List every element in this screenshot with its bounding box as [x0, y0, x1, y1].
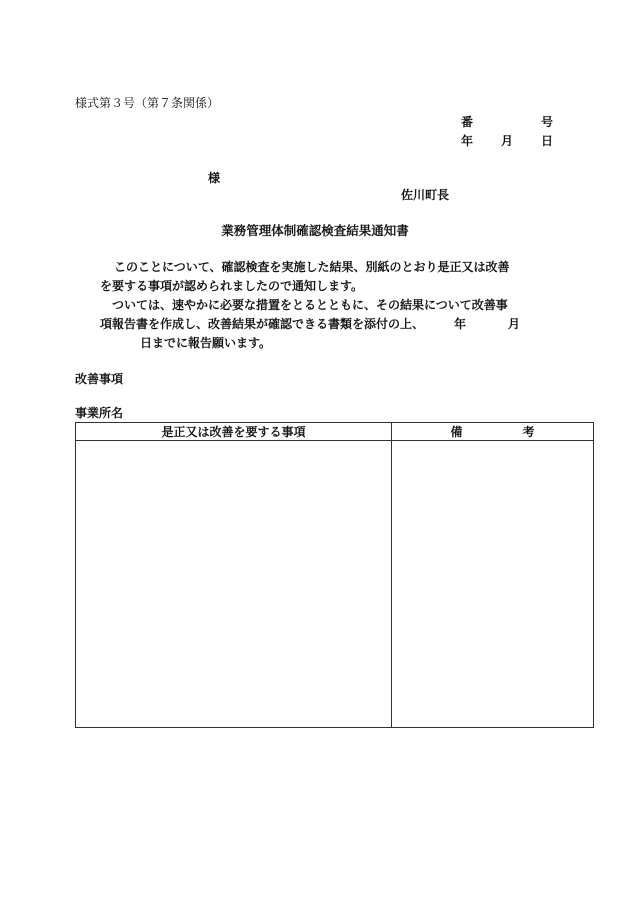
number-suffix-label: 号	[541, 115, 554, 129]
addressee: 様	[208, 171, 221, 185]
table-header-remarks-b: 考	[522, 425, 535, 439]
body-line-2: を要する事項が認められましたので通知します。	[100, 279, 364, 293]
body-line-1: このことについて、確認検査を実施した結果、別紙のとおり是正又は改善	[114, 260, 510, 274]
date-month-label: 月	[501, 134, 514, 148]
table-header-items: 是正又は改善を要する事項	[161, 425, 306, 439]
body-line-4-text: 項報告書を作成し、改善結果が確認できる書類を添付の上、	[100, 317, 425, 331]
document-title: 業務管理体制確認検査結果通知書	[221, 223, 409, 238]
office-name-label: 事業所名	[75, 406, 124, 420]
issuer: 佐川町長	[401, 188, 450, 202]
improvement-table	[75, 422, 594, 728]
date-year-label: 年	[461, 134, 474, 148]
date-day-label: 日	[541, 134, 554, 148]
body-text	[88, 258, 568, 353]
body-line-4	[88, 315, 568, 334]
body-line-3: ついては、速やかに必要な措置をとるとともに、その結果について改善事	[112, 298, 508, 312]
table-cell-remarks[interactable]	[392, 441, 593, 727]
table-header-remarks-a: 備	[450, 425, 463, 439]
number-label: 番	[461, 115, 474, 129]
body-line-4-year: 年	[454, 317, 467, 331]
improvement-section-label: 改善事項	[75, 372, 124, 386]
body-line-4-month: 月	[508, 317, 521, 331]
table-cell-items[interactable]	[76, 441, 391, 727]
body-line-5: 日までに報告願います。	[140, 336, 272, 350]
table-header-remarks	[392, 424, 593, 440]
form-number: 様式第３号（第７条関係）	[75, 96, 220, 110]
